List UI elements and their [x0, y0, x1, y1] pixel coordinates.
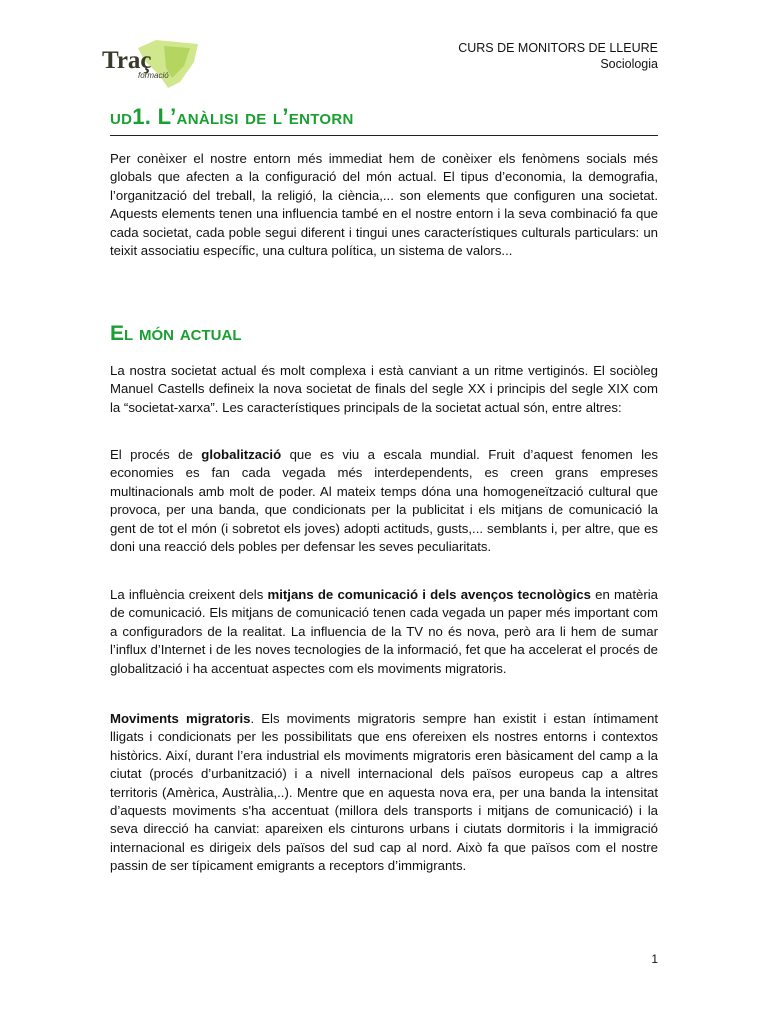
page-title: ud1. L’anàlisi de l’entorn — [110, 104, 354, 129]
paragraph-globalitzacio — [110, 446, 658, 556]
paragraph-migracions — [110, 710, 658, 876]
keyword: mitjans de comunicació i dels avenços tecnològics — [267, 587, 591, 602]
paragraph-societat: La nostra societat actual és molt complexa i està canviant a un ritme vertiginós. El sociòleg Manuel Castells defineix la nova societat de finals del segle XX i principis del segle XIX com la “societat-xarxa”. Les característiques principals de la societat actual són, entre altres: — [110, 363, 658, 415]
logo-subtext: formació — [138, 71, 169, 80]
section-heading: El món actual — [110, 322, 242, 345]
logo-text: Traç — [102, 47, 152, 74]
logo-graphic — [98, 38, 202, 90]
logo — [98, 38, 202, 90]
text: La influència creixent dels — [110, 587, 268, 602]
subject-name: Sociologia — [600, 57, 658, 71]
keyword: Moviments migratoris — [110, 711, 251, 726]
text: en matèria de comunicació. Els mitjans de comunicació tenen cada vegada un paper més important com a configuradors de la realitat. La influencia de la TV no és nova, però ara li hem de sumar l’influx d’Internet i de les noves tecnologies de la informació, fet que ha accelerat el procés de globalització i ha accentuat aspectes com els moviments migratoris. — [110, 587, 658, 676]
text: que es viu a escala mundial. Fruit d’aquest fenomen les economies es fan cada vegada més interdependents, es creen grans empreses multinacionals amb molt de poder. Al mateix temps dóna una homogeneïtzació cultural que provoca, per una banda, que condicionats per la publicitat i els mitjans de comunicació la gent de tot el món (i sobretot els joves) adopti actituds, gusts,... semblants i, per altre, que es doni una reacció dels pobles per defensar les seves peculiaritats. — [110, 447, 659, 555]
keyword: globalització — [201, 447, 282, 462]
course-name: CURS DE MONITORS DE LLEURE — [458, 41, 658, 55]
running-header — [458, 40, 658, 72]
text: . Els moviments migratoris sempre han existit i estan íntimament lligats i condicionats per les possibilitats que ens ofereixen els nostres entorns i contextos històrics. Així, durant l’era industrial els moviments migratoris eren bàsicament del camp a la ciutat (procés d’urbanització) i a nivell internacional dels països europeus cap a altres territoris (Amèrica, Austràlia,..). Mentre que en aquesta nova era, per una banda la intensitat d’aquests moviments s'ha accentuat (millora dels transports i mitjans de comunicació) i la seva direcció ha canviat: apareixen els cinturons urbans i ciutats dormitoris i la immigració internacional es dirigeix dels països del sud cap al nord. Això fa que països com el nostre passin de ser típicament emigrants a receptors d’immigrants. — [110, 711, 658, 874]
paragraph-mitjans — [110, 586, 658, 678]
intro-paragraph: Per conèixer el nostre entorn més immediat hem de conèixer els fenòmens socials més globals que afecten a la configuració del món actual. El tipus d’economia, la demografia, l’organització del treball, la religió, la ciència,... son elements que configuren una societat. Aquests elements tenen una influencia també en el nostre entorn i la seva combinació fa que cada societat, cada poble segui diferent i tingui unes característiques culturals particulars: un teixit associatiu específic, una cultura política, un sistema de valors... — [110, 151, 658, 259]
text: El procés de — [110, 447, 202, 462]
title-rule — [110, 135, 658, 136]
page-number: 1 — [651, 952, 658, 966]
